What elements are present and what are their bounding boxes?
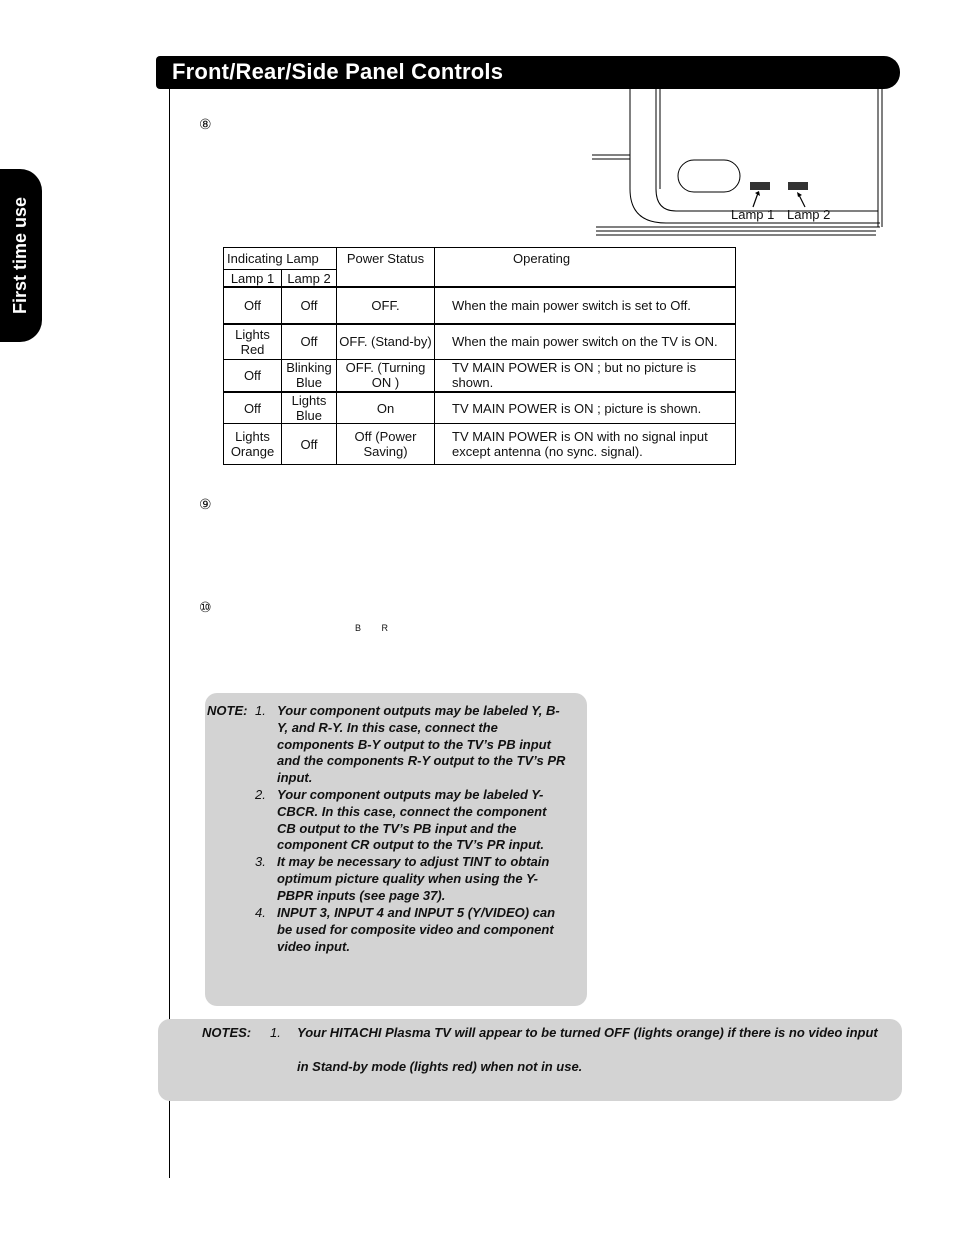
lamp1-label: Lamp 1 <box>731 207 775 222</box>
note-item-text: Your component outputs may be labeled Y-CBCR. In this case, connect the component CB output to the TV’s PB input and the component CR output to the TV’s PR input. <box>277 787 547 853</box>
cell-lamp2: Blinking Blue <box>282 359 337 392</box>
cell-operating: When the main power switch on the TV is ON. <box>435 324 736 359</box>
cell-operating: When the main power switch is set to Off. <box>435 287 736 324</box>
note-item-number: 2. <box>255 787 266 802</box>
table-row <box>224 392 736 424</box>
lamp2-indicator <box>788 182 808 190</box>
lamp2-label: Lamp 2 <box>787 207 831 222</box>
cell-lamp1: Lights Red <box>224 324 282 359</box>
cell-lamp2: Off <box>282 324 337 359</box>
cell-operating: TV MAIN POWER is ON ; but no picture is shown. <box>435 359 736 392</box>
notes-line-2: in Stand-by mode (lights red) when not in use. <box>297 1059 583 1074</box>
note-item-number: 4. <box>255 905 266 920</box>
note-item-number: 3. <box>255 854 266 869</box>
tv-illustration <box>590 89 890 241</box>
margin-rule <box>169 89 170 1178</box>
header-lamp2: Lamp 2 <box>282 270 337 288</box>
note-item-text: It may be necessary to adjust TINT to obtain optimum picture quality when using the Y-PBPR inputs (see page 37). <box>277 854 550 903</box>
section-number-9: ⑨ <box>199 496 212 512</box>
note-box <box>205 693 587 1006</box>
section-number-8: ⑧ <box>199 116 212 132</box>
cell-operating: TV MAIN POWER is ON ; picture is shown. <box>435 392 736 424</box>
header-operating: Operating <box>435 248 736 288</box>
cell-lamp1: Off <box>224 359 282 392</box>
table-row <box>224 324 736 359</box>
cell-lamp1: Lights Orange <box>224 424 282 465</box>
cell-lamp2: Lights Blue <box>282 392 337 424</box>
section-number-10: ⑩ <box>199 599 212 615</box>
page-title: Front/Rear/Side Panel Controls <box>172 59 504 84</box>
cell-status: OFF. <box>337 287 435 324</box>
cell-lamp2: Off <box>282 424 337 465</box>
header-indicating-lamp: Indicating Lamp <box>224 248 337 270</box>
cell-status: OFF. (Turning ON ) <box>337 359 435 392</box>
note-label: NOTE: <box>207 703 248 718</box>
table-row <box>224 359 736 392</box>
cell-lamp1: Off <box>224 287 282 324</box>
notes-box <box>158 1019 902 1101</box>
subscript-fragment: B R <box>355 623 398 633</box>
cell-status: On <box>337 392 435 424</box>
header-lamp1: Lamp 1 <box>224 270 282 288</box>
cell-lamp2: Off <box>282 287 337 324</box>
cell-status: Off (Power Saving) <box>337 424 435 465</box>
table-row <box>224 287 736 324</box>
note-item-text: Your component outputs may be labeled Y, B-Y, and R-Y. In this case, connect the components B-Y output to the TV’s PB input and the components R-Y output to the TV’s PR input. <box>277 703 566 786</box>
cell-status: OFF. (Stand-by) <box>337 324 435 359</box>
table-row <box>224 424 736 465</box>
notes-line-1: Your HITACHI Plasma TV will appear to be turned OFF (lights orange) if there is no video input <box>297 1025 878 1040</box>
notes-number: 1. <box>270 1025 281 1040</box>
cell-operating: TV MAIN POWER is ON with no signal input except antenna (no sync. signal). <box>435 424 736 465</box>
side-tab <box>0 169 42 342</box>
note-item-text: INPUT 3, INPUT 4 and INPUT 5 (Y/VIDEO) can be used for composite video and component video input. <box>277 905 556 954</box>
cell-lamp1: Off <box>224 392 282 424</box>
note-item-number: 1. <box>255 703 266 718</box>
header-power-status: Power Status <box>337 248 435 288</box>
page-title-bar <box>156 56 900 89</box>
side-tab-label: First time use <box>10 196 31 315</box>
indicator-lamp-table <box>223 247 736 465</box>
lamp1-indicator <box>750 182 770 190</box>
notes-label: NOTES: <box>202 1025 252 1040</box>
